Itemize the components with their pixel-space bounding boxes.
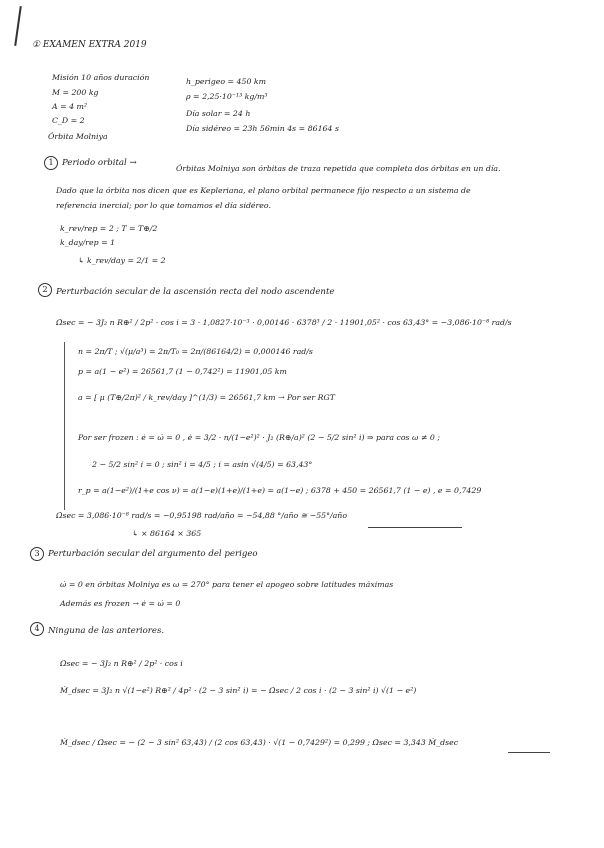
section-number: 2 — [38, 283, 52, 297]
param-density: ρ = 2,25·10⁻¹³ kg/m³ — [186, 92, 268, 101]
section-line: p = a(1 − e²) = 26561,7 (1 − 0,742²) = 11901,05 km — [78, 367, 287, 376]
section-title: Perturbación secular del argumento del perigeo — [48, 549, 258, 559]
section-line: Ω̇sec = 3,086·10⁻⁸ rad/s = −0,95198 rad/año = −54,88 °/año ≅ −55°/año — [56, 511, 348, 520]
section-line: Órbitas Molniya son órbitas de traza repetida que completa dos órbitas en un día. — [176, 164, 501, 173]
param-orbit: Órbita Molniya — [48, 132, 108, 141]
section-line: referencia inercial; por lo que tomamos el día sidéreo. — [56, 201, 271, 210]
section-line: Por ser frozen : ė = ω̇ = 0 , ė = 3/2 · n/(1−e²)² · J₂ (R⊕/a)² (2 − 5/2 sin² i) ⇒ para cos ω ≠ 0 ; — [78, 433, 440, 442]
param-sidereal-day: Día sidéreo = 23h 56min 4s = 86164 s — [186, 124, 339, 133]
section-number: 4 — [30, 622, 44, 636]
section-line: k_day/rep = 1 — [60, 238, 116, 247]
param-hperigee: h_perigeo = 450 km — [186, 77, 267, 86]
underline — [368, 527, 462, 528]
section-number: 1 — [44, 156, 58, 170]
underline — [508, 752, 550, 753]
section-line: 2 − 5/2 sin² i = 0 ; sin² i = 4/5 ; i = asin √(4/5) = 63,43° — [92, 460, 313, 469]
section-line: Ω̇sec = − 3J₂ n R⊕² / 2p² · cos i — [60, 659, 183, 668]
section-line: ↳ k_rev/day = 2/1 = 2 — [78, 256, 166, 265]
page-title: ① EXAMEN EXTRA 2019 — [32, 40, 147, 50]
param-solar-day: Día solar = 24 h — [186, 109, 251, 118]
section-title: Perturbación secular de la ascensión recta del nodo ascendente — [56, 287, 335, 297]
section-line: r_p = a(1−e²)/(1+e cos ν) = a(1−e)(1+e)/(1+e) = a(1−e) ; 6378 + 450 = 26561,7 (1 − e) , e = 0,7429 — [78, 486, 482, 495]
param-mission: Misión 10 años duración — [52, 73, 150, 82]
section-line: Ω̇sec = − 3J₂ n R⊕² / 2p² · cos i = 3 · 1,0827·10⁻³ · 0,00146 · 6378³ / 2 · 11901,05² · cos 63,43° = −3,086·10⁻⁸ rad/s — [56, 318, 512, 327]
section-number: 3 — [30, 547, 44, 561]
pencil-mark — [14, 6, 22, 46]
section-title: Periodo orbital → — [62, 158, 137, 168]
section-line: Dado que la órbita nos dicen que es Kepleriana, el plano orbital permanece fijo respecto a un sistema de — [56, 186, 471, 195]
section-line: k_rev/rep = 2 ; T = T⊕/2 — [60, 224, 158, 233]
param-area: A = 4 m² — [52, 102, 88, 111]
param-cd: C_D = 2 — [52, 116, 85, 125]
section-title: Ninguna de las anteriores. — [48, 626, 165, 636]
section-line: n = 2π/T ; √(μ/a³) = 2π/T₀ = 2π/(86164/2) = 0,000146 rad/s — [78, 347, 313, 356]
section-line: ω̇ = 0 en órbitas Molniya es ω = 270° para tener el apogeo sobre latitudes máximas — [60, 580, 394, 589]
section-line: ↳ × 86164 × 365 — [132, 529, 202, 538]
section-line: a = [ μ (T⊕/2π)² / k_rev/day ]^(1/3) = 26561,7 km → Por ser RGT — [78, 393, 335, 402]
section-line: Ṁ_dsec = 3J₂ n √(1−e²) R⊕² / 4p² · (2 − 3 sin² i) = − Ω̇sec / 2 cos i · (2 − 3 sin² i) √(1 − e²) — [60, 686, 417, 695]
bracket-line — [64, 342, 65, 510]
section-line: Ṁ_dsec / Ω̇sec = − (2 − 3 sin² 63,43) / (2 cos 63,43) · √(1 − 0,7429²) = 0,299 ; Ω̇sec = 3,343 Ṁ_dsec — [60, 738, 459, 747]
param-mass: M = 200 kg — [52, 88, 99, 97]
section-line: Además es frozen → ė = ω̇ = 0 — [60, 599, 181, 608]
